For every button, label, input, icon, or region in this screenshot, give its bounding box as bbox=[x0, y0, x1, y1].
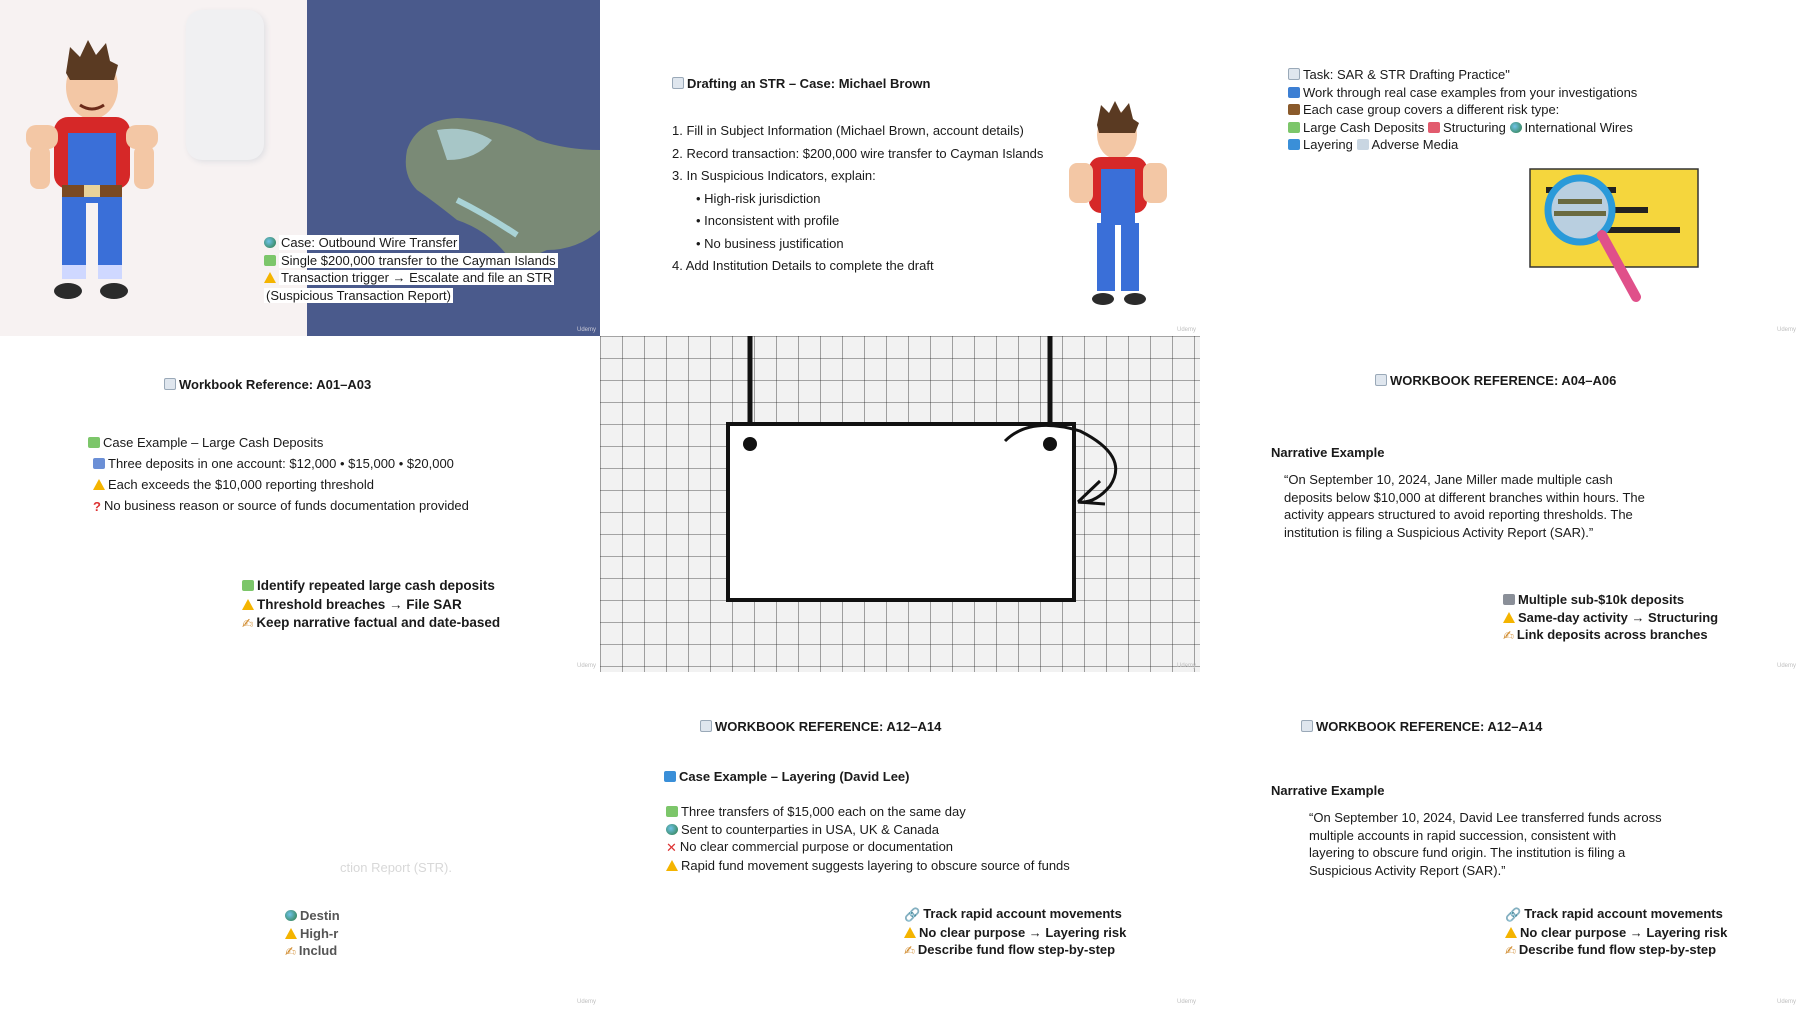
writing-hand-icon: ✍ bbox=[285, 944, 296, 959]
key-point: ✍ Keep narrative factual and date-based bbox=[242, 614, 500, 634]
key-point: 🔗 Track rapid account movements bbox=[1505, 906, 1723, 922]
structuring-icon bbox=[1428, 122, 1440, 133]
slide-thumbnail-layering-case[interactable] bbox=[600, 672, 1200, 1008]
case-example-block bbox=[88, 432, 469, 517]
writing-hand-icon: ✍ bbox=[1503, 628, 1514, 643]
udemy-watermark: Udemy bbox=[576, 999, 596, 1005]
case-detail: ? No business reason or source of funds documentation provided bbox=[88, 495, 469, 517]
warning-icon bbox=[1505, 927, 1517, 938]
key-point: ✍ Describe fund flow step-by-step bbox=[904, 942, 1116, 958]
case-line-2: Single $200,000 transfer to the Cayman Islands bbox=[264, 252, 558, 270]
key-point: Multiple sub-$10k deposits bbox=[1503, 591, 1718, 609]
warning-icon bbox=[666, 860, 678, 871]
writing-hand-icon: ✍ bbox=[904, 943, 915, 958]
question-icon: ? bbox=[93, 499, 101, 514]
briefcase-icon bbox=[1288, 104, 1300, 115]
narrative-line: layering to obscure fund origin. The institution is filing a bbox=[1309, 845, 1626, 860]
slide-thumbnail-structuring-narrative[interactable] bbox=[1200, 336, 1800, 672]
narrative-line: Suspicious Activity Report (SAR).” bbox=[1309, 862, 1506, 878]
globe-icon bbox=[1510, 122, 1522, 133]
key-point: High-r bbox=[285, 925, 342, 943]
udemy-watermark: Udemy bbox=[1776, 663, 1796, 669]
narrative-line: institution is filing a Suspicious Activity Report (SAR).” bbox=[1284, 524, 1594, 540]
slide-title: Drafting an STR – Case: Michael Brown bbox=[672, 75, 930, 93]
key-points-list-partial bbox=[285, 907, 342, 961]
udemy-watermark: Udemy bbox=[1776, 327, 1796, 333]
warning-icon bbox=[264, 272, 276, 283]
magnifier-document-illustration bbox=[1528, 165, 1708, 305]
case-line-3: Transaction trigger → Escalate and file an STR bbox=[264, 269, 558, 287]
udemy-watermark: Udemy bbox=[1176, 663, 1196, 669]
case-line-1: Case: Outbound Wire Transfer bbox=[264, 234, 558, 252]
key-points-list bbox=[242, 577, 500, 634]
case-detail: Three deposits in one account: $12,000 • $15,000 • $20,000 bbox=[88, 453, 469, 474]
step-subitem: • High-risk jurisdiction bbox=[696, 190, 821, 206]
cross-icon: ✕ bbox=[666, 840, 677, 855]
key-points-list bbox=[1505, 905, 1727, 960]
narrative-title: Narrative Example bbox=[1271, 445, 1385, 460]
door-shape bbox=[186, 10, 264, 160]
money-icon bbox=[666, 806, 678, 817]
key-point: ✍ Link deposits across branches bbox=[1503, 627, 1708, 643]
key-point: Threshold breaches → File SAR bbox=[242, 596, 500, 615]
step-subitem: • Inconsistent with profile bbox=[696, 213, 840, 228]
link-icon: 🔗 bbox=[1505, 907, 1522, 922]
globe-icon bbox=[285, 910, 297, 921]
case-detail: Rapid fund movement suggests layering to obscure source of funds bbox=[666, 857, 1070, 875]
task-line-1: Task: SAR & STR Drafting Practice" bbox=[1288, 66, 1637, 84]
case-detail: ✕ No clear commercial purpose or documentation bbox=[666, 839, 954, 855]
case-detail: Sent to counterparties in USA, UK & Canada bbox=[666, 821, 1070, 839]
case-title: Case Example – Large Cash Deposits bbox=[88, 432, 469, 453]
slide-thumbnail-large-cash-deposits[interactable] bbox=[0, 336, 600, 672]
document-icon bbox=[1375, 374, 1387, 386]
step-item: 4. Add Institution Details to complete the draft bbox=[672, 258, 934, 273]
warning-icon bbox=[904, 927, 916, 938]
workbook-reference: Workbook Reference: A01–A03 bbox=[164, 376, 371, 394]
slide-thumbnail-task-practice[interactable] bbox=[1200, 0, 1800, 336]
key-point: Destin bbox=[285, 907, 342, 925]
step-item: 2. Record transaction: $200,000 wire transfer to Cayman Islands bbox=[672, 145, 1044, 161]
narrative-line: activity appears structured to avoid reporting thresholds. The bbox=[1284, 507, 1633, 522]
narrative-title: Narrative Example bbox=[1271, 783, 1385, 798]
key-point: ✍ Describe fund flow step-by-step bbox=[1505, 942, 1717, 958]
warning-icon bbox=[285, 928, 297, 939]
key-point: No clear purpose → Layering risk bbox=[904, 924, 1126, 942]
step-item: 3. In Suspicious Indicators, explain: bbox=[672, 168, 876, 183]
hanging-blank-sign bbox=[600, 336, 1200, 672]
key-point: Identify repeated large cash deposits bbox=[242, 577, 500, 596]
slide-thumbnail-outbound-wire[interactable] bbox=[0, 0, 600, 336]
workbook-reference: WORKBOOK REFERENCE: A12–A14 bbox=[700, 718, 941, 736]
task-line-3: Each case group covers a different risk type: bbox=[1288, 101, 1637, 119]
key-point: ✍ Includ bbox=[285, 943, 338, 959]
money-icon bbox=[264, 255, 276, 266]
slide-thumbnail-blank-sign[interactable] bbox=[600, 336, 1200, 672]
slide-thumbnail-layering-narrative[interactable] bbox=[1200, 672, 1800, 1008]
narrative-line: deposits below $10,000 at different branches within hours. The bbox=[1284, 489, 1645, 505]
document-icon bbox=[1301, 720, 1313, 732]
writing-hand-icon: ✍ bbox=[242, 616, 254, 631]
folder-icon bbox=[1288, 87, 1300, 98]
step-subitem: • No business justification bbox=[696, 235, 844, 251]
slide-thumbnail-drafting-str[interactable] bbox=[600, 0, 1200, 336]
udemy-watermark: Udemy bbox=[576, 327, 596, 333]
warning-icon bbox=[93, 479, 105, 490]
workbook-reference: WORKBOOK REFERENCE: A12–A14 bbox=[1301, 718, 1542, 736]
faded-heading: ction Report (STR). bbox=[340, 860, 452, 875]
document-icon bbox=[700, 720, 712, 732]
slide-thumbnail-transition[interactable] bbox=[0, 672, 600, 1008]
risk-types-row-2: Layering Adverse Media bbox=[1288, 136, 1637, 154]
workbook-reference: WORKBOOK REFERENCE: A04–A06 bbox=[1375, 372, 1616, 390]
money-icon bbox=[1288, 122, 1300, 133]
cycle-icon bbox=[1288, 139, 1300, 150]
globe-icon bbox=[666, 824, 678, 835]
warning-icon bbox=[1503, 612, 1515, 623]
narrative-line: multiple accounts in rapid succession, consistent with bbox=[1309, 827, 1617, 843]
narrative-line: “On September 10, 2024, Jane Miller made multiple cash bbox=[1284, 472, 1613, 487]
key-point: Same-day activity → Structuring bbox=[1503, 609, 1718, 627]
udemy-watermark: Udemy bbox=[1776, 999, 1796, 1005]
cycle-icon bbox=[664, 771, 676, 782]
memo-icon bbox=[672, 77, 684, 89]
udemy-watermark: Udemy bbox=[1176, 999, 1196, 1005]
case-detail: Three transfers of $15,000 each on the same day bbox=[666, 803, 1070, 821]
udemy-watermark: Udemy bbox=[576, 663, 596, 669]
case-title: Case Example – Layering (David Lee) bbox=[664, 768, 909, 786]
case-line-4: (Suspicious Transaction Report) bbox=[266, 287, 451, 303]
warning-icon bbox=[242, 599, 254, 610]
chart-icon bbox=[93, 458, 105, 469]
document-icon bbox=[164, 378, 176, 390]
cartoon-character-illustration bbox=[10, 25, 170, 315]
money-icon bbox=[88, 437, 100, 448]
key-points-list bbox=[1503, 591, 1718, 645]
link-icon: 🔗 bbox=[904, 907, 921, 922]
newspaper-icon bbox=[1357, 139, 1369, 150]
key-points-list bbox=[904, 905, 1126, 960]
risk-types-row-1: Large Cash Deposits Structuring International Wires bbox=[1288, 119, 1637, 137]
step-item: 1. Fill in Subject Information (Michael Brown, account details) bbox=[672, 123, 1024, 138]
bank-icon bbox=[1503, 594, 1515, 605]
globe-icon bbox=[264, 237, 276, 248]
key-point: 🔗 Track rapid account movements bbox=[904, 906, 1122, 922]
narrative-text bbox=[1309, 809, 1662, 879]
narrative-line: “On September 10, 2024, David Lee transferred funds across bbox=[1309, 810, 1662, 825]
writing-hand-icon: ✍ bbox=[1505, 943, 1516, 958]
case-details-list bbox=[666, 803, 1070, 874]
memo-icon bbox=[1288, 68, 1300, 80]
money-icon bbox=[242, 580, 254, 591]
case-detail: Each exceeds the $10,000 reporting threshold bbox=[88, 474, 469, 495]
narrative-text bbox=[1284, 471, 1645, 541]
udemy-watermark: Udemy bbox=[1176, 327, 1196, 333]
key-point: No clear purpose → Layering risk bbox=[1505, 924, 1727, 942]
task-text-block bbox=[1288, 66, 1637, 154]
str-steps-list bbox=[672, 120, 1043, 278]
case-summary-panel bbox=[264, 234, 558, 304]
cartoon-character-small bbox=[1055, 95, 1175, 315]
task-line-2: Work through real case examples from your investigations bbox=[1288, 84, 1637, 102]
